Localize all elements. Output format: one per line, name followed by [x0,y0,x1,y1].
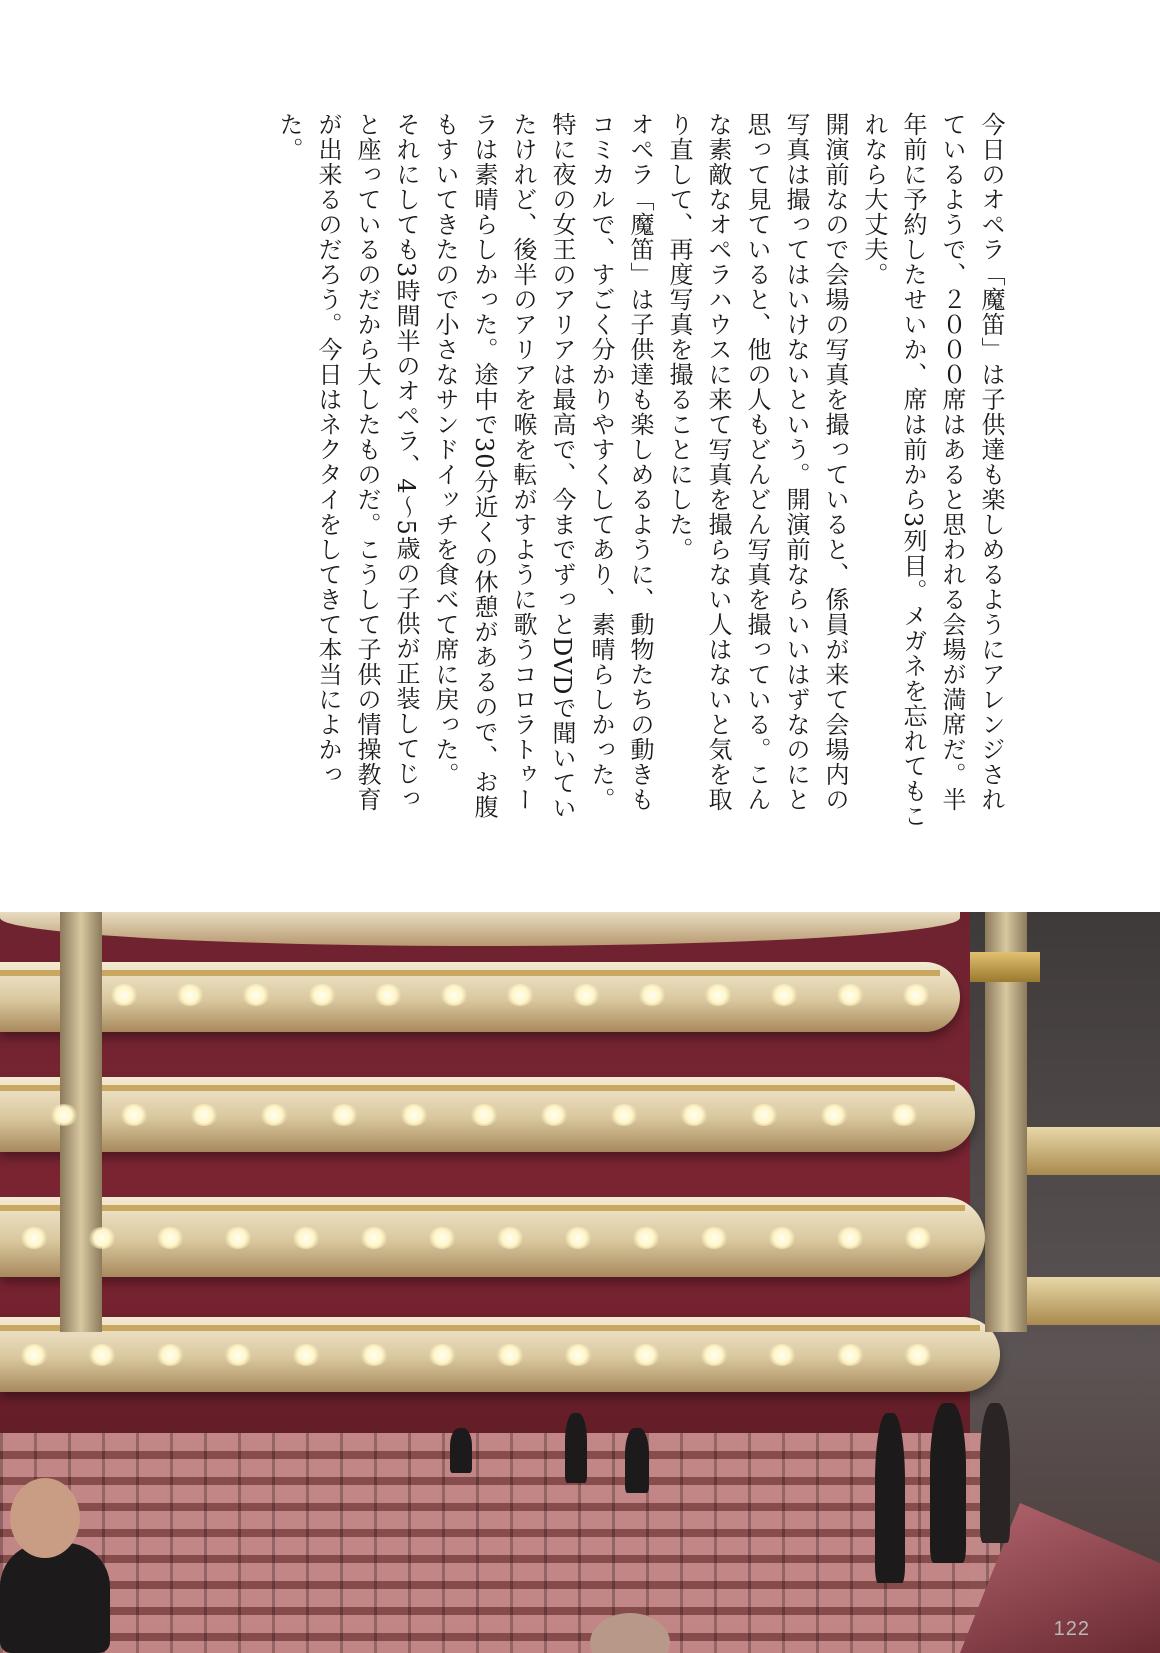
balcony-light [750,1104,778,1126]
side-box-balcony [1010,1277,1160,1325]
balcony-light [88,1344,116,1366]
balcony-light [440,984,468,1006]
ceiling-tier [0,912,960,946]
article-text [190,112,1010,832]
balcony-light [820,1104,848,1126]
balcony-light [904,1344,932,1366]
paragraph: それにしても3時間半のオペラ、4～5歳の子供が正装してじっと座っているのだから大したものだ。こうして子供の情操教育が出来るのだろう。今日はネクタイをしてきて本当によかった。 [275,112,420,812]
balcony-light [506,984,534,1006]
balcony-light [704,984,732,1006]
balcony-light [632,1227,660,1249]
balcony-light [308,984,336,1006]
balcony-light [540,1104,568,1126]
balcony-light [330,1104,358,1126]
balcony-light [88,1227,116,1249]
balcony-light [564,1227,592,1249]
balcony-light [374,984,402,1006]
balcony-light [428,1344,456,1366]
balcony-light [680,1104,708,1126]
balcony-light [902,984,930,1006]
balcony-light [768,1344,796,1366]
balcony-light [496,1227,524,1249]
balcony-light [610,1104,638,1126]
balcony-light [564,1344,592,1366]
column-capital [970,952,1040,982]
balcony-light [20,1344,48,1366]
balcony-light [260,1104,288,1126]
audience-member [980,1403,1010,1543]
balcony-light [224,1227,252,1249]
balcony-light [700,1227,728,1249]
balcony-light [156,1344,184,1366]
balcony-light [292,1227,320,1249]
paragraph: 開演前なので会場の写真を撮っていると、係員が来て会場内の写真は撮ってはいけないという。開演前ならいいはずなのにと思って見ていると、他の人もどんどん写真を撮っている。こんな素敵なオペラハウスに来て写真を撮らない人はないと気を取り直して、再度写真を撮ることにした。 [665,112,849,812]
audience-member [875,1413,905,1583]
balcony-light [768,1227,796,1249]
balcony-light [572,984,600,1006]
balcony-light [360,1344,388,1366]
balcony-light [120,1104,148,1126]
audience-member [930,1403,966,1563]
balcony-light [632,1344,660,1366]
balcony-light [176,984,204,1006]
balcony-light [360,1227,388,1249]
balcony-light [496,1344,524,1366]
balcony-light [190,1104,218,1126]
balcony-light [470,1104,498,1126]
page-number: 122 [1053,1618,1090,1640]
balcony-light [292,1344,320,1366]
balcony-light [224,1344,252,1366]
paragraph: 今日のオペラ「魔笛」は子供達も楽しめるようにアレンジされているようで、２０００席はあると思われる会場が満席だ。半年前に予約したせいか、席は前から3列目。メガネを忘れてもこれなら大丈夫。 [860,112,1005,829]
balcony-light [836,984,864,1006]
balcony-light [428,1227,456,1249]
balcony-light [242,984,270,1006]
balcony-tier [0,962,960,1032]
paragraph: オペラ「魔笛」は子供達も楽しめるように、動物たちの動きもコミカルで、すごく分かりやすくしてあり、素晴らしかった。特に夜の女王のアリアは最高で、今までずっとDVDで聞いていたけれど、後半のアリアを喉を転がすように歌うコロラトゥーラは素晴らしかった。途中で30分近くの休憩があるので、お腹もすいてきたので小さなサンドイッチを食べて席に戻った。 [431,112,654,821]
audience-member [565,1413,587,1483]
balcony-light [770,984,798,1006]
balcony-light [20,1227,48,1249]
balcony-light [400,1104,428,1126]
opera-house-photo [0,912,1160,1653]
balcony-light [836,1344,864,1366]
auditorium-seats [0,1433,1000,1653]
balcony-light [50,1104,78,1126]
audience-member [450,1428,472,1473]
balcony-light [110,984,138,1006]
balcony-light [700,1344,728,1366]
audience-member [625,1428,649,1493]
audience-member-head [10,1478,80,1558]
audience-member [0,1543,110,1653]
balcony-light [904,1227,932,1249]
balcony-light [836,1227,864,1249]
balcony-light [638,984,666,1006]
side-box-balcony [1010,1127,1160,1175]
balcony-light [890,1104,918,1126]
balcony-light [156,1227,184,1249]
